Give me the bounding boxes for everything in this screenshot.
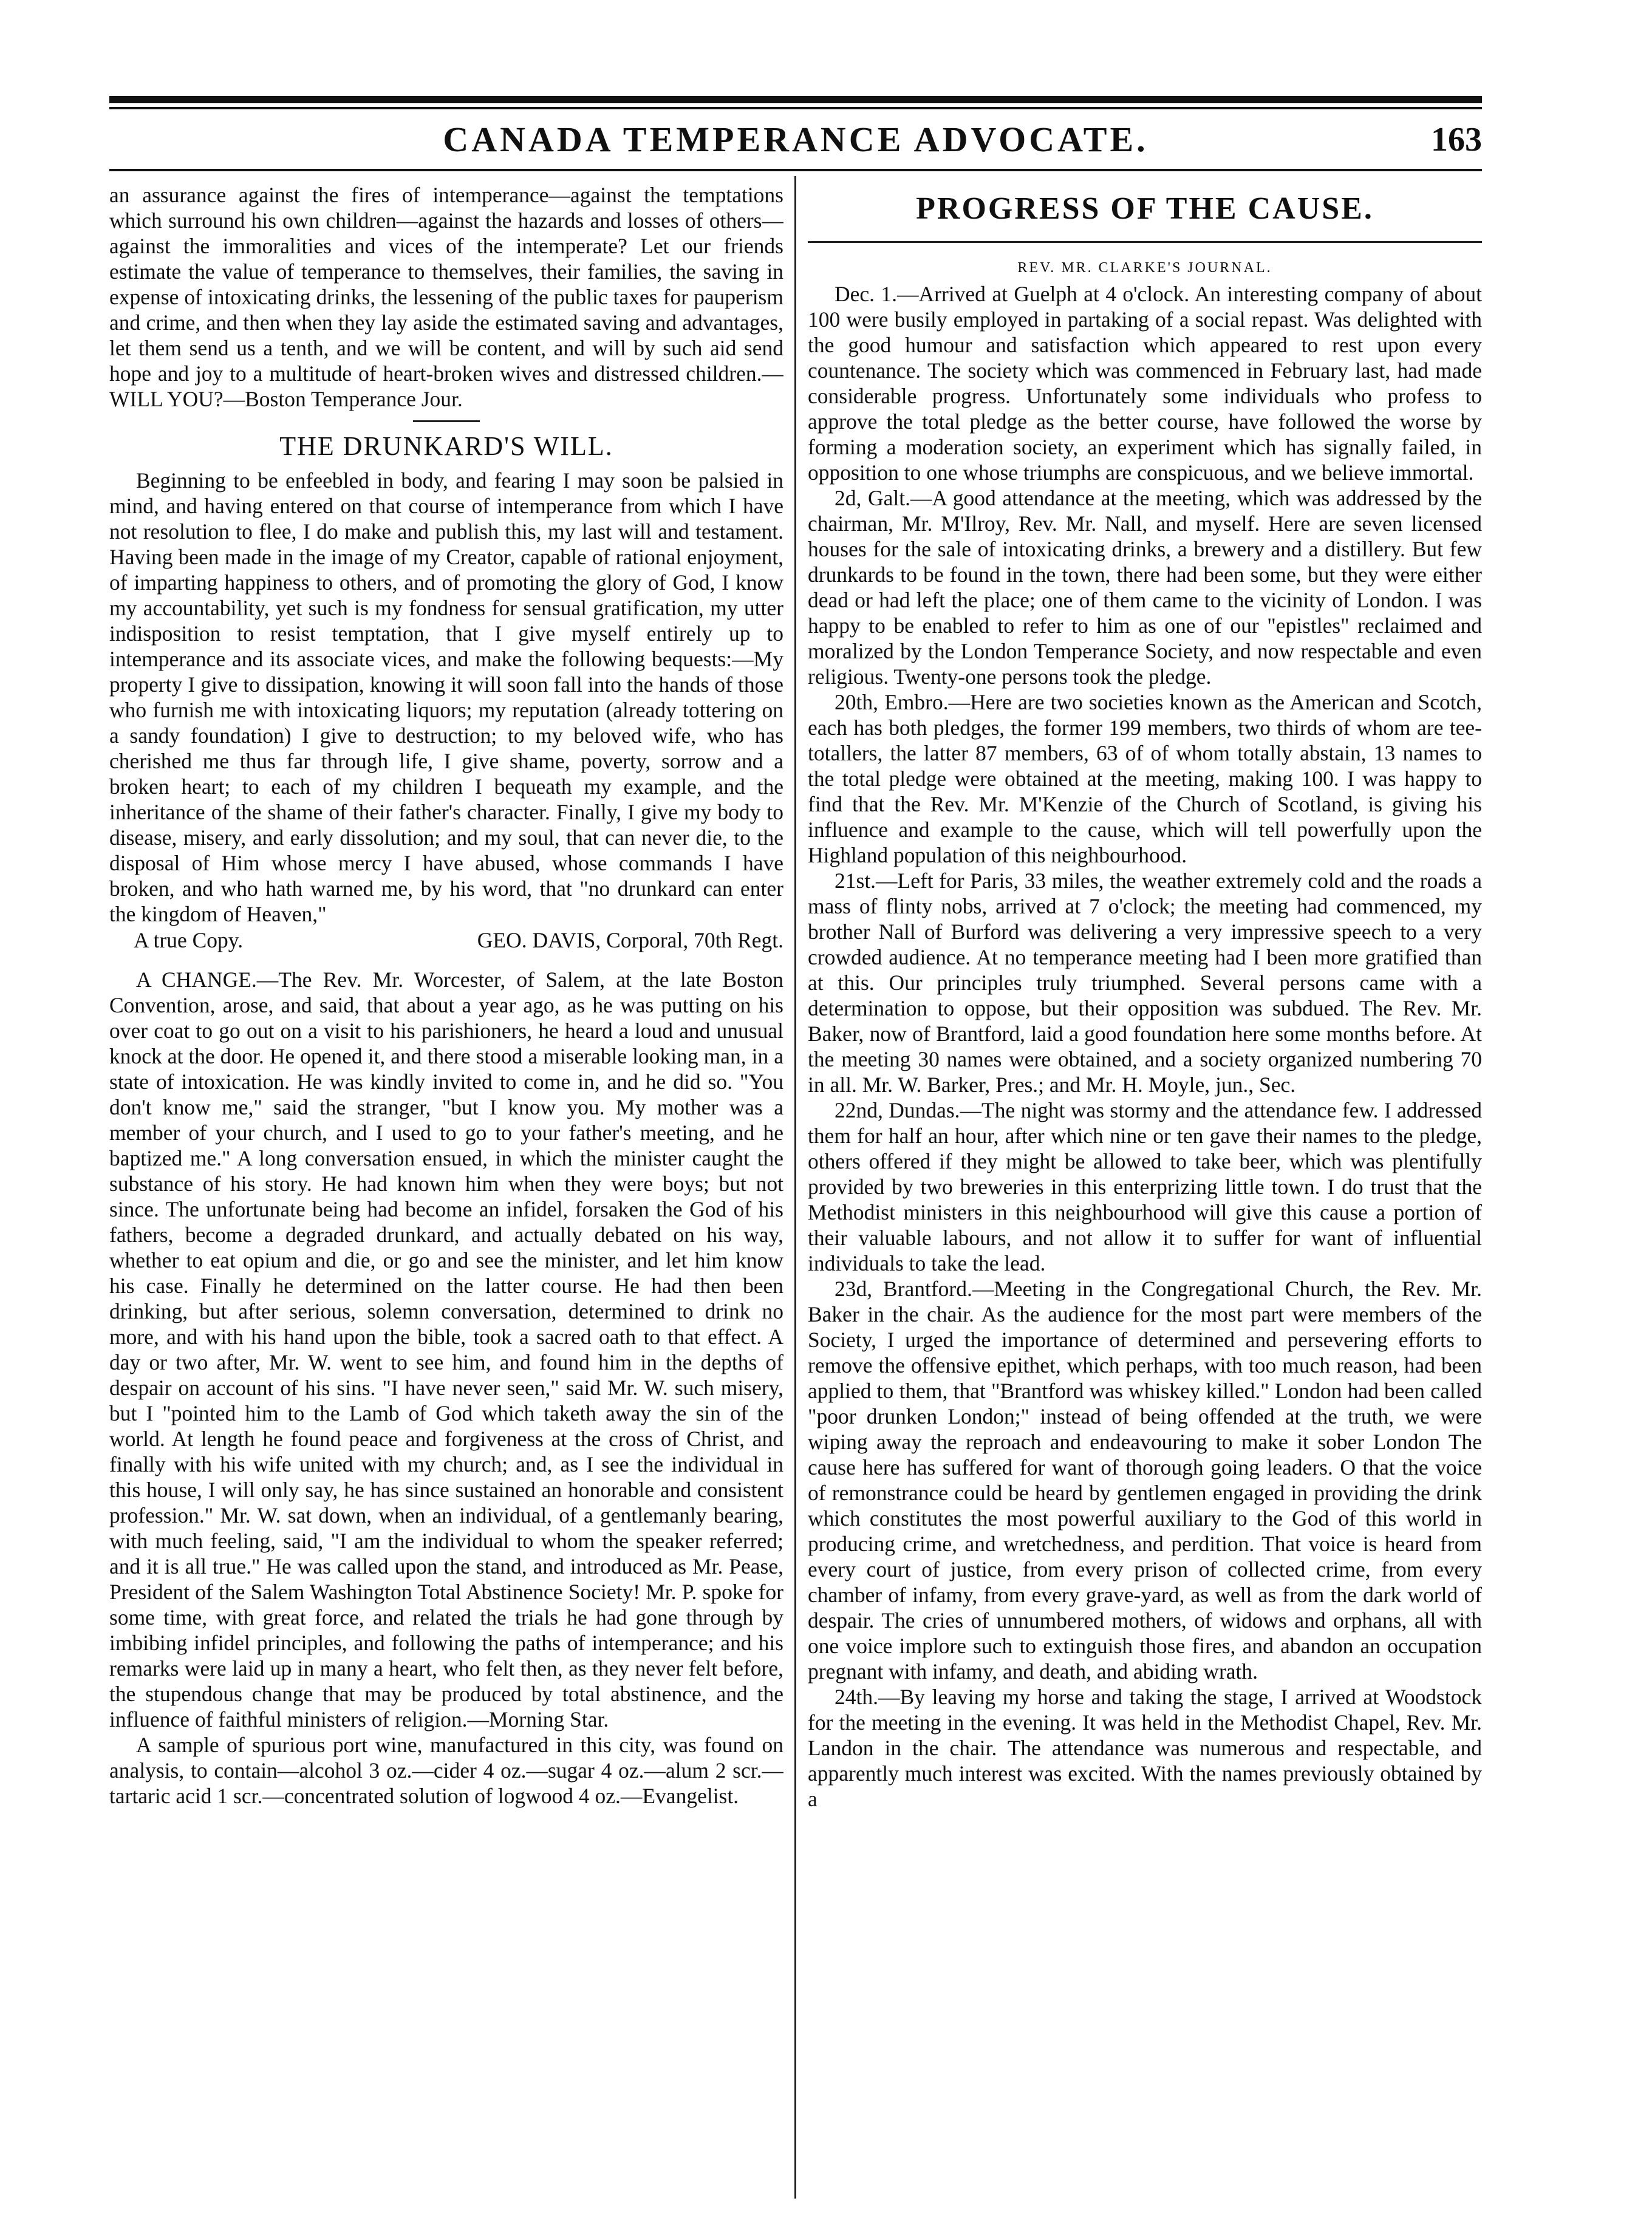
drunkards-will-text: Beginning to be enfeebled in body, and fearing I may soon be palsied in mind, and having entered on that course of intemperance from which I have not resolution to flee, I do make and publish this, my last will and testament. Having been made in the image of my Creator, capable of rational enjoyment, of imparting happiness to others, and of promoting the glory of God, I know my accountability, yet such is my fondness for sensual gratification, my utter indisposition to resist temptation, that I give myself entirely up to intemperance and its associate vices, and make the following bequests:—My property I give to dissipation, knowing it will soon fall into the hands of those who furnish me with intoxicating liquors; my reputation (already tottering on a sandy foundation) I give to destruction; to my beloved wife, who has cherished me thus far through life, I give shame, poverty, sorrow and a broken heart; to each of my children I bequeath my example, and the inheritance of the shame of their father's character. Finally, I give my body to disease, misery, and early dissolution; and my soul, that can never die, to the disposal of Him whose mercy I have abused, whose commands I have broken, and who hath warned me, by his word, that "no drunkard can enter the kingdom of Heaven," [109, 468, 783, 926]
journal-entry: 21st.—Left for Paris, 33 miles, the weather extremely cold and the roads a mass of flinty nobs, arrived at 7 o'clock; the meeting had commenced, my brother Nall of Burford was delivering a very impressive speech to a very crowded audience. At no temperance meeting had I been more gratified than at this. Our principles truly triumphed. Several persons came with a determination to oppose, but their opposition was subdued. The Rev. Mr. Baker, now of Brantford, laid a good foundation here some months before. At the meeting 30 names were obtained, and a society organized numbering 70 in all. Mr. W. Barker, Pres.; and Mr. H. Moyle, jun., Sec. [808, 868, 1482, 1097]
heading-rule [808, 241, 1482, 243]
masthead-top-rule [109, 96, 1482, 103]
drunkards-will-heading: THE DRUNKARD'S WILL. [279, 431, 613, 461]
will-signature-right: GEO. DAVIS, Corporal, 70th Regt. [477, 928, 783, 952]
right-column [808, 182, 1482, 2199]
spurious-wine-article: A sample of spurious port wine, manufactured in this city, was found on analysis, to contain—alcohol 3 oz.—cider 4 oz.—sugar 4 oz.—alum 2 scr.—tartaric acid 1 scr.—concentrated solution of logwood 4 oz.—Evangelist. [109, 1733, 783, 1808]
journal-entry: 22nd, Dundas.—The night was stormy and the attendance few. I addressed them for half an hour, after which nine or ten gave their names to the pledge, others offered if they might be allowed to take beer, which was plentifully provided by two breweries in this enterprizing little town. I do trust that the Methodist ministers in this neighbourhood will give this cause a portion of their valuable labours, and not allow it to suffer for want of influential individuals to take the lead. [808, 1098, 1482, 1275]
journal-entry: 20th, Embro.—Here are two societies known as the American and Scotch, each has both pledges, the former 199 members, two thirds of whom are tee-totallers, the latter 87 members, 63 of of whom totally abstain, 13 names to the total pledge were obtained at the meeting, making 100. I was happy to find that the Rev. Mr. M'Kenzie of the Church of Scotland, is giving his influence and example to the cause, which will tell powerfully upon the Highland population of this neighbourhood. [808, 690, 1482, 867]
journal-subheading: REV. MR. CLARKE'S JOURNAL. [1017, 260, 1272, 276]
page-number: 163 [1431, 121, 1482, 159]
will-signature [109, 927, 783, 954]
journal-entry: 23d, Brantford.—Meeting in the Congregational Church, the Rev. Mr. Baker in the chair. As the audience for the most part were members of the Society, I urged the importance of determined and persevering efforts to remove the offensive epithet, which perhaps, with too much reason, had been applied to them, that "Brantford was whiskey killed." London had been called "poor drunken London;" instead of being offended at the truth, we were wiping away the reproach and endeavouring to make it sober London The cause here has suffered for want of thorough going leaders. O that the voice of remonstrance could be heard by gentlemen engaged in providing the drink which constitutes the most powerful auxiliary to the God of this world in producing crime, and wretchedness, and perdition. That voice is heard from every court of justice, from every prison of collected crime, from every chamber of infamy, from every grave-yard, as well as from the dark world of despair. The cries of unnumbered mothers, of widows and orphans, all with one voice implore such to extinguish those fires, and abandon an occupation pregnant with infamy, and death, and abiding wrath. [808, 1277, 1482, 1684]
journal-entry: 2d, Galt.—A good attendance at the meeting, which was addressed by the chairman, Mr. M'Ilroy, Rev. Mr. Nall, and myself. Here are seven licensed houses for the sale of intoxicating drinks, a brewery and a distillery. But few drunkards to be found in the town, there had been some, but they were either dead or had left the place; one of them came to the vicinity of London. I was happy to be enabled to refer to him as one of our "epistles" reclaimed and moralized by the London Temperance Society, and now respectable and even religious. Twenty-one persons took the pledge. [808, 486, 1482, 689]
masthead [109, 117, 1482, 165]
intro-paragraph: an assurance against the fires of intemperance—against the temptations which surround his own children—against the hazards and losses of others—against the immoralities and vices of the intemperate? Let our friends estimate the value of temperance to themselves, their families, the saving in expense of intoxicating drinks, the lessening of the public taxes for pauperism and crime, and then when they lay aside the estimated saving and advantages, let them send us a tenth, and we will be content, and will by such aid send hope and joy to a multitude of heart-broken wives and distressed children.—WILL YOU?—Boston Temperance Jour. [109, 183, 783, 411]
journal-entry: Dec. 1.—Arrived at Guelph at 4 o'clock. An interesting company of about 100 were busily employed in partaking of a social repast. Was delighted with the good humour and satisfaction which appeared to rest upon every countenance. The society which was commenced in February last, had made considerable progress. Unfortunately some individuals who profess to approve the total pledge as the better course, have followed the worse by forming a moderation society, an experiment which has signally failed, in opposition to one whose triumphs are conspicuous, and we believe immortal. [808, 282, 1482, 485]
masthead-top-thin-rule [109, 107, 1482, 109]
masthead-bottom-rule [109, 169, 1482, 171]
will-signature-left: A true Copy. [134, 928, 244, 952]
journal-entry: 24th.—By leaving my horse and taking the stage, I arrived at Woodstock for the meeting in the evening. It was held in the Methodist Chapel, Rev. Mr. Landon in the chair. The attendance was numerous and respectable, and apparently much interest was excited. With the names previously obtained by a [808, 1685, 1482, 1811]
newspaper-title: CANADA TEMPERANCE ADVOCATE. [443, 120, 1149, 159]
a-change-article: A CHANGE.—The Rev. Mr. Worcester, of Salem, at the late Boston Convention, arose, and said, that about a year ago, as he was putting on his over coat to go out on a visit to his parishioners, he heard a loud and unusual knock at the door. He opened it, and there stood a miserable looking man, in a state of intoxication. He was kindly invited to come in, and he did so. "You don't know me," said the stranger, "but I know you. My mother was a member of your church, and I used to go to your father's meeting, and he baptized me." A long conversation ensued, in which the minister caught the substance of his story. He had known him when they were boys; but not since. The unfortunate being had become an infidel, forsaken the God of his fathers, become a degraded drunkard, and actually debated on his way, whether to eat opium and die, or go and see the minister, and let him know his case. Finally he determined on the latter course. He had then been drinking, but after serious, solemn conversation, determined to drink no more, and with his hand upon the bible, took a sacred oath to that effect. A day or two after, Mr. W. went to see him, and found him in the depths of despair on account of his sins. "I have never seen," said Mr. W. such misery, but I "pointed him to the Lamb of God which taketh away the sin of the world. At length he found peace and forgiveness at the cross of Christ, and finally with his wife united with my church; and, as I see the individual in this house, I will only say, he has since sustained an honorable and consistent profession." Mr. W. sat down, when an individual, of a gentlemanly bearing, with much feeling, said, "I am the individual to whom the speaker referred; and it is all true." He was called upon the stand, and introduced as Mr. Pease, President of the Salem Washington Total Abstinence Society! Mr. P. spoke for some time, with great force, and related the trials he had gone through by imbibing infidel principles, and following the paths of intemperance; and his remarks were laid up in many a heart, who felt then, as they never felt before, the stupendous change that may be produced by total abstinence, and the influence of faithful ministers of religion.—Morning Star. [109, 967, 783, 1732]
left-column [109, 182, 783, 2199]
section-rule [413, 420, 480, 422]
progress-heading: PROGRESS OF THE CAUSE. [916, 191, 1374, 226]
column-divider [794, 176, 796, 2199]
